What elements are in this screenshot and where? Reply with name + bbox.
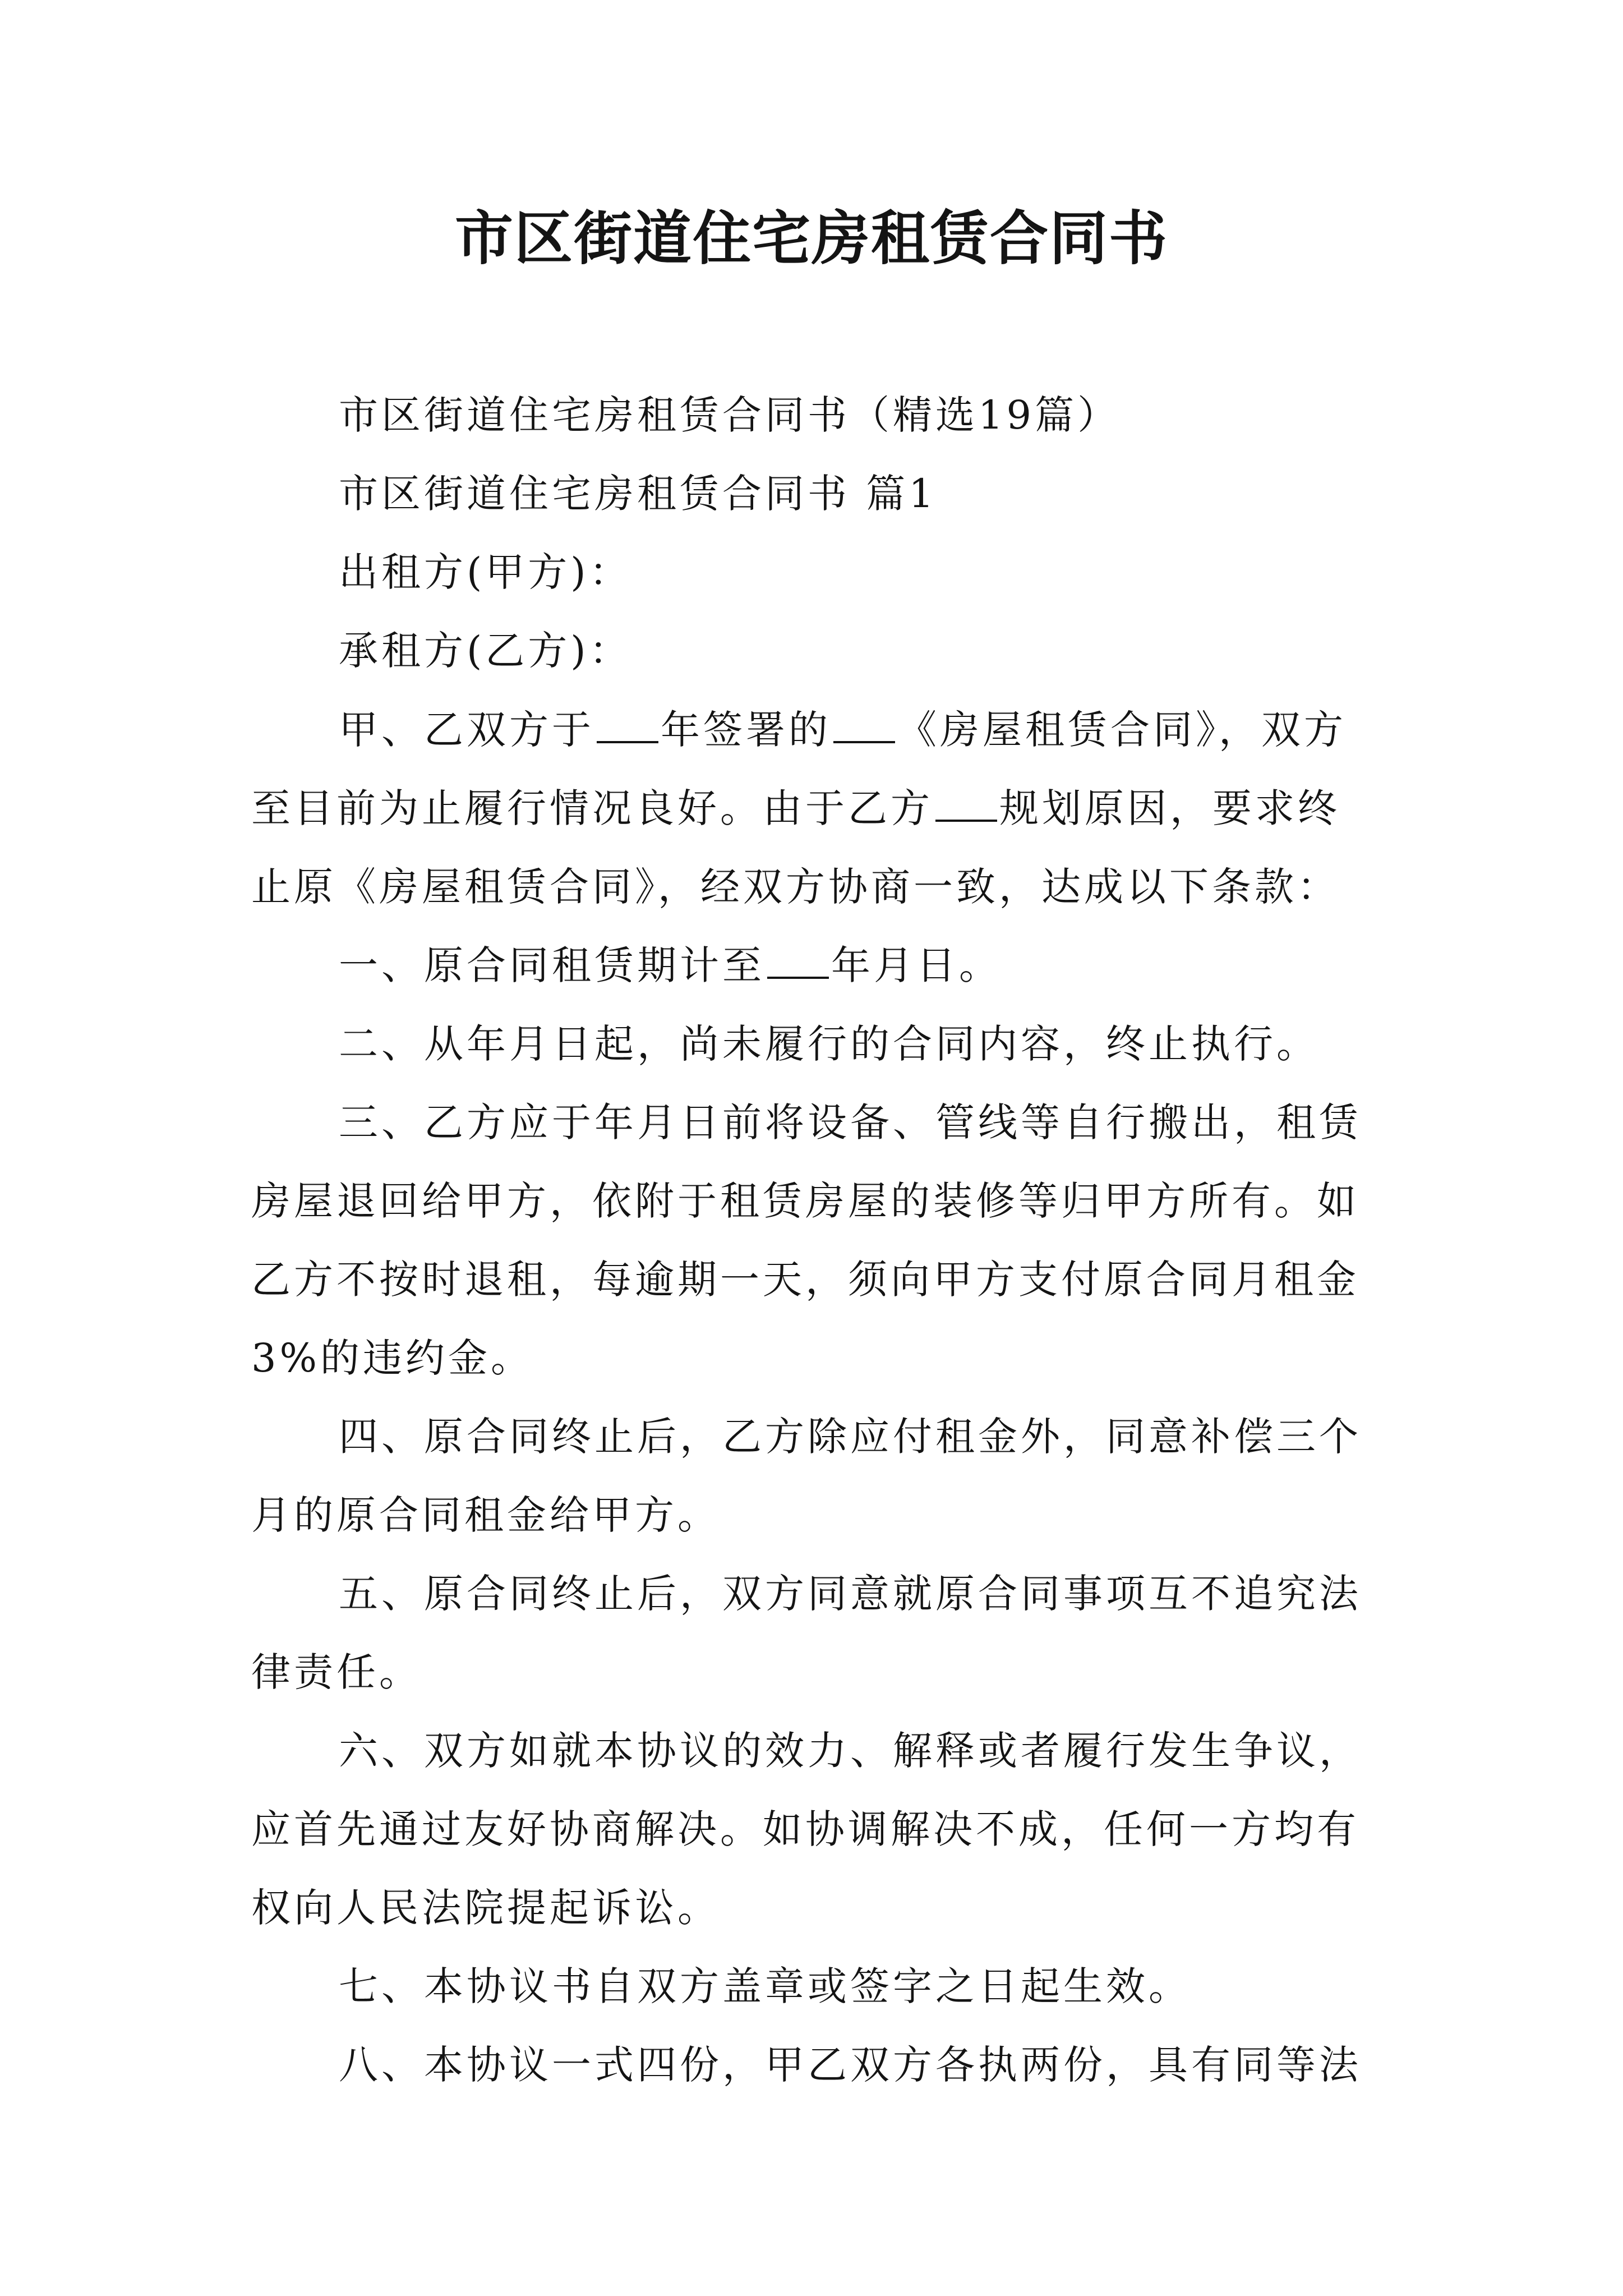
fill-blank-year (597, 708, 658, 743)
clause-3-line-2: 房屋退回给甲方，依附于租赁房屋的装修等归甲方所有。如 (251, 1178, 1359, 1224)
intro-text-1c: 《房屋租赁合同》，双方 (897, 707, 1347, 753)
fill-blank-reason (935, 787, 997, 822)
clause-8-line-1: 八、本协议一式四份，甲乙双方各执两份，具有同等法 (339, 2042, 1362, 2088)
clause-7: 七、本协议书自双方盖章或签字之日起生效。 (339, 1963, 1191, 2009)
clause-3-line-1: 三、乙方应于年月日前将设备、管线等自行搬出，租赁 (339, 1099, 1362, 1145)
section-heading: 市区街道住宅房租赁合同书 篇1 (339, 471, 937, 517)
document-title: 市区街道住宅房租赁合同书 (454, 204, 1168, 273)
clause-1-text-b: 年月日。 (831, 942, 1002, 988)
clause-1-text-a: 一、原合同租赁期计至 (339, 942, 765, 988)
intro-text-2a: 至目前为止履行情况良好。由于乙方 (251, 785, 933, 831)
intro-line-2 (251, 781, 1390, 835)
intro-line-3: 止原《房屋租赁合同》，经双方协商一致，达成以下条款： (251, 864, 1340, 910)
lessor-label: 出租方(甲方)： (339, 549, 632, 595)
intro-text-2b: 规划原因，要求终 (999, 785, 1340, 831)
clause-2: 二、从年月日起，尚未履行的合同内容，终止执行。 (339, 1021, 1319, 1067)
intro-line-1 (339, 703, 1390, 757)
clause-5-line-2: 律责任。 (251, 1649, 422, 1695)
clause-3-line-3: 乙方不按时退租，每逾期一天，须向甲方支付原合同月租金 (251, 1257, 1359, 1303)
fill-blank-date (833, 708, 895, 743)
clause-6-line-1: 六、双方如就本协议的效力、解释或者履行发生争议， (339, 1728, 1362, 1774)
intro-text-1a: 甲、乙双方于 (339, 707, 594, 753)
intro-text-1b: 年签署的 (661, 707, 831, 753)
clause-3-line-4: 3%的违约金。 (251, 1335, 534, 1381)
clause-4-line-1: 四、原合同终止后，乙方除应付租金外，同意补偿三个 (339, 1414, 1362, 1460)
clause-6-line-2: 应首先通过友好协商解决。如协调解决不成，任何一方均有 (251, 1806, 1359, 1852)
clause-4-line-2: 月的原合同租金给甲方。 (251, 1492, 720, 1538)
clause-1 (339, 938, 1390, 992)
fill-blank-end-year (767, 944, 829, 979)
clause-5-line-1: 五、原合同终止后，双方同意就原合同事项互不追究法 (339, 1571, 1362, 1617)
lessee-label: 承租方(乙方)： (339, 628, 632, 674)
document-subtitle: 市区街道住宅房租赁合同书（精选19篇） (339, 392, 1121, 438)
clause-6-line-3: 权向人民法院提起诉讼。 (251, 1885, 720, 1931)
